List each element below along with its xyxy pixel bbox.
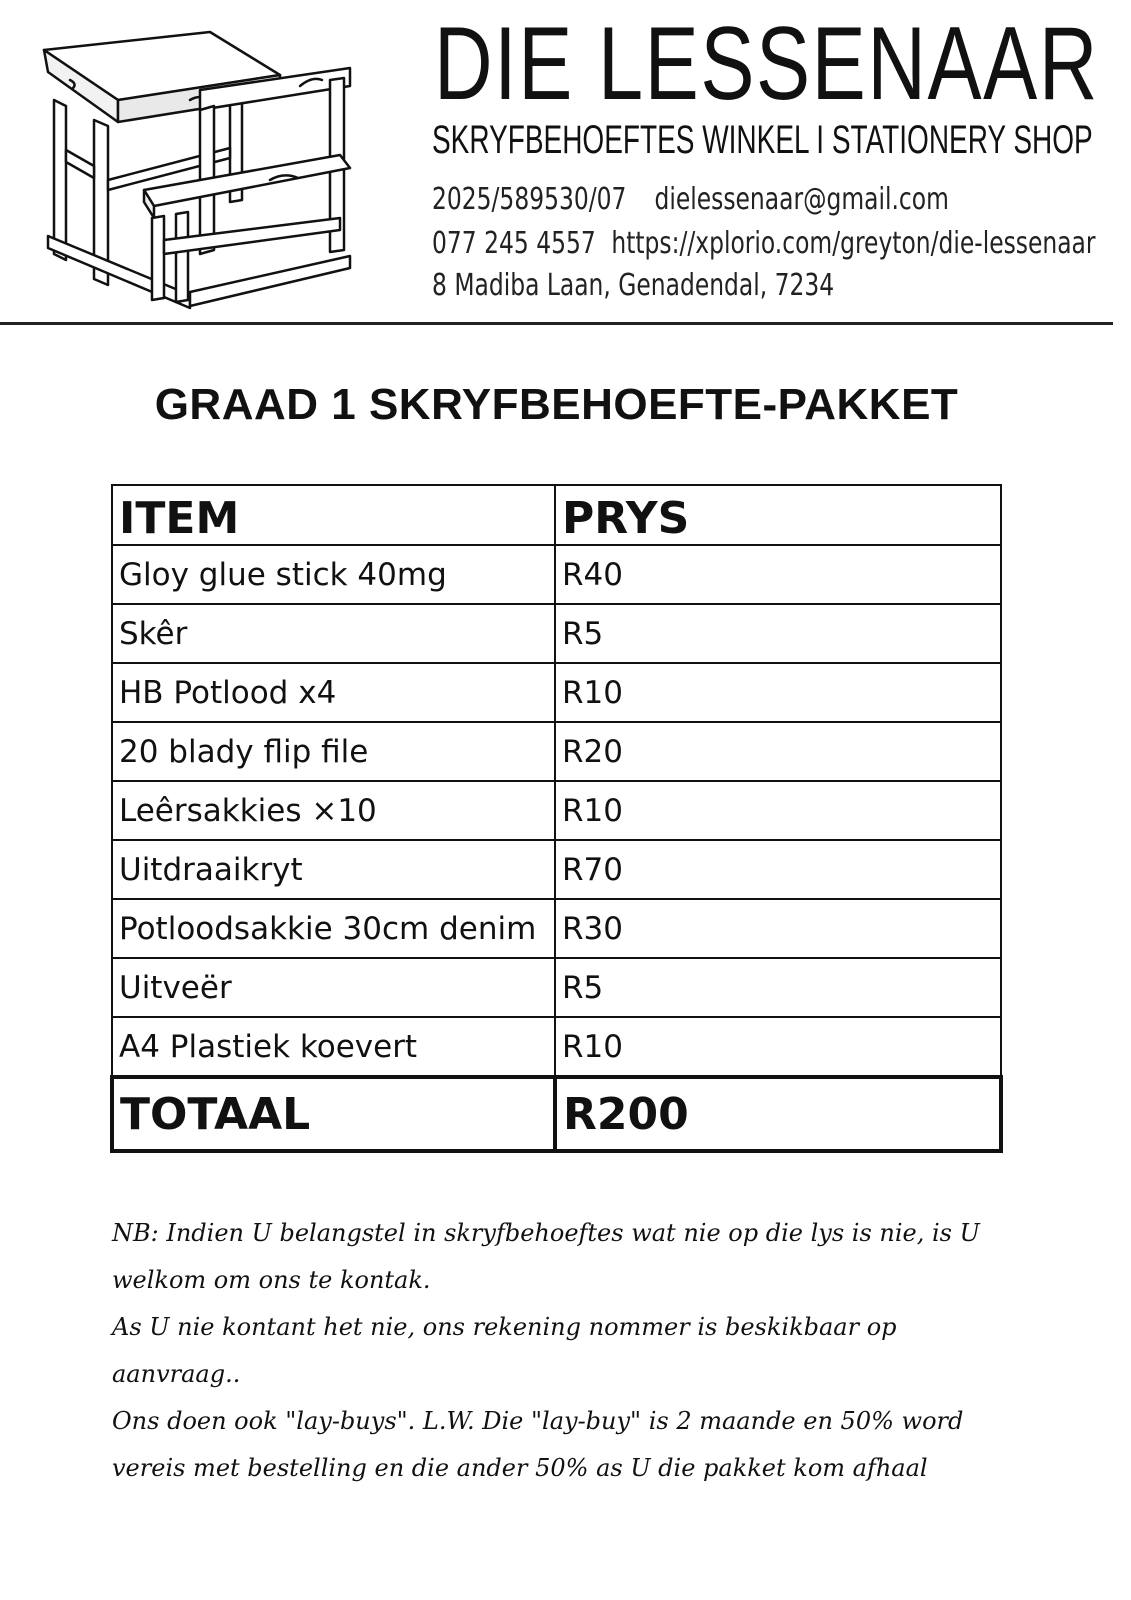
table-header-row (112, 485, 1001, 545)
table-row (112, 958, 1001, 1017)
email-link[interactable]: dielessenaar@gmail.com (654, 182, 949, 217)
note-lay-buy: Ons doen ook "lay-buys". L.W. Die "lay-buy" is 2 maande en 50% word vereis met bestelling en die ander 50% as U die pakket kom afhaal (112, 1407, 964, 1482)
total-row (112, 1077, 1001, 1151)
item-cell: HB Potlood x4 (112, 663, 555, 722)
price-cell: R70 (555, 840, 1001, 899)
table-row (112, 840, 1001, 899)
price-cell: R30 (555, 899, 1001, 958)
document-title: GRAAD 1 SKRYFBEHOEFTE-PAKKET (154, 380, 959, 429)
price-cell: R10 (555, 781, 1001, 840)
table-row (112, 604, 1001, 663)
table-row (112, 722, 1001, 781)
price-cell: R10 (555, 663, 1001, 722)
item-cell: Gloy glue stick 40mg (112, 545, 555, 604)
phone-number[interactable]: 077 245 4557 (432, 226, 596, 261)
item-cell: 20 blady flip file (112, 722, 555, 781)
item-cell: Uitdraaikryt (112, 840, 555, 899)
brand-subtitle: SKRYFBEHOEFTES WINKEL I STATIONERY SHOP (432, 118, 1093, 162)
item-column-header: ITEM (112, 485, 555, 545)
note-account: As U nie kontant het nie, ons rekening nommer is beskikbaar op aanvraag.. (112, 1313, 897, 1388)
contact-line-3 (432, 268, 834, 303)
price-cell: R5 (555, 604, 1001, 663)
brand-title: DIE LESSENAAR (434, 6, 1099, 122)
table-row (112, 781, 1001, 840)
price-cell: R5 (555, 958, 1001, 1017)
school-desk-logo (40, 30, 370, 320)
table-row (112, 899, 1001, 958)
price-cell: R20 (555, 722, 1001, 781)
item-cell: Leêrsakkies ×10 (112, 781, 555, 840)
total-price: R200 (555, 1077, 1001, 1151)
item-cell: Potloodsakkie 30cm denim (112, 899, 555, 958)
price-column-header: PRYS (555, 485, 1001, 545)
contact-line-2 (432, 226, 1095, 261)
table-row (112, 663, 1001, 722)
table-row (112, 1017, 1001, 1077)
price-cell: R40 (555, 545, 1001, 604)
item-cell: Skêr (112, 604, 555, 663)
address: 8 Madiba Laan, Genadendal, 7234 (432, 268, 835, 303)
website-link[interactable]: https://xplorio.com/greyton/die-lessenaar (611, 226, 1096, 261)
item-cell: A4 Plastiek koevert (112, 1017, 555, 1077)
table-row (112, 545, 1001, 604)
price-cell: R10 (555, 1017, 1001, 1077)
note-contact: NB: Indien U belangstel in skryfbehoeftes wat nie op die lys is nie, is U welkom om ons te kontak. (112, 1219, 980, 1294)
item-cell: Uitveër (112, 958, 555, 1017)
header-divider (0, 322, 1113, 325)
total-label: TOTAAL (112, 1077, 555, 1151)
notes-section (112, 1210, 992, 1492)
registration-number: 2025/589530/07 (432, 182, 627, 217)
contact-line-1 (432, 182, 949, 217)
price-table (110, 484, 1003, 1153)
